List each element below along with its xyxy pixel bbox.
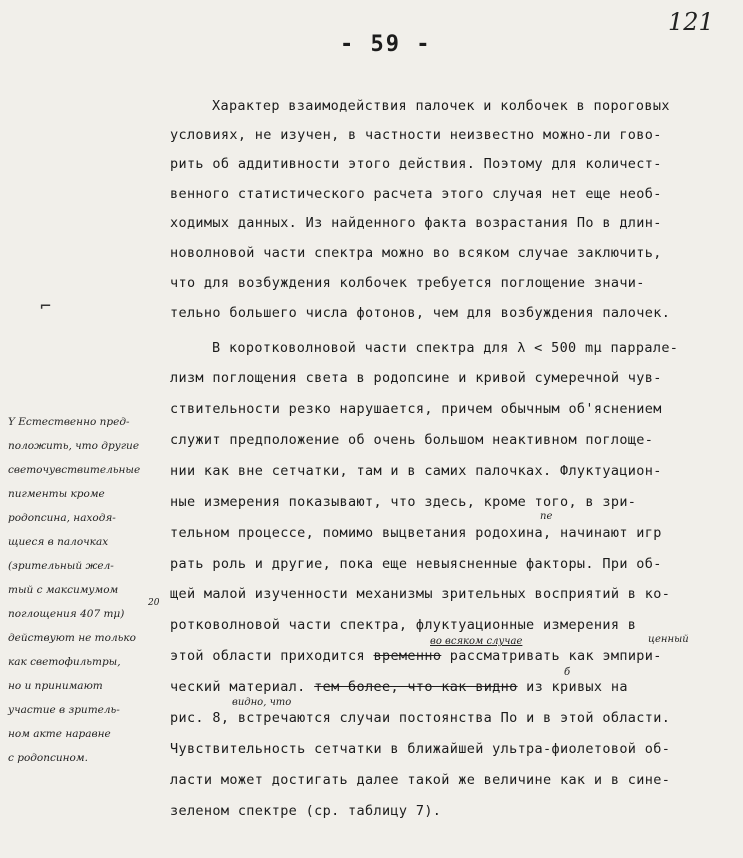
struck-text: временно bbox=[373, 648, 442, 664]
text-segment: рассматривать как эмпири- bbox=[449, 648, 662, 664]
text-line: В коротковолновой части спектра для λ < 500 mμ парралe- bbox=[212, 340, 679, 356]
text-line: новолновой части спектра можно во всяком случае заключить, bbox=[170, 245, 662, 261]
margin-note-line: участие в зритель- bbox=[8, 704, 120, 716]
text-line: ные измерения показывают, что здесь, кроме того, в зри- bbox=[170, 494, 637, 510]
margin-note-line: с родопсином. bbox=[8, 752, 88, 764]
text-line: что для возбуждения колбочек требуется поглощение значи- bbox=[170, 275, 645, 291]
text-line: щей малой изученности механизмы зрительных восприятий в ко- bbox=[170, 586, 671, 602]
text-line: Характер взаимодействия палочек и колбочек в пороговых bbox=[212, 98, 670, 114]
text-segment: этой области приходится bbox=[170, 648, 365, 664]
margin-note-line: тый с максимумом bbox=[8, 584, 119, 596]
margin-note-line: светочувствительные bbox=[8, 464, 141, 476]
margin-superscript: 20 bbox=[148, 598, 160, 608]
handwritten-insertion: видно, что bbox=[232, 697, 292, 708]
handwritten-insertion: б bbox=[564, 667, 571, 678]
archive-number: 121 bbox=[668, 8, 714, 36]
text-line: ходимых данных. Из найденного факта возрастания По в длин- bbox=[170, 215, 662, 231]
text-line: зеленом спектре (ср. таблицу 7). bbox=[170, 803, 442, 819]
text-line: рать роль и другие, пока еще невыясненные факторы. При об- bbox=[170, 556, 662, 572]
margin-note-line: поглощения 407 mμ) bbox=[8, 608, 125, 620]
text-line bbox=[170, 679, 628, 695]
margin-note-line: положить, что другие bbox=[8, 440, 140, 452]
text-line: тельно большего числа фотонов, чем для возбуждения палочек. bbox=[170, 305, 671, 321]
margin-note-line: ном акте наравне bbox=[8, 728, 111, 740]
text-line: ствительности резко нарушается, причем обычным об'яснением bbox=[170, 401, 662, 417]
margin-note-line: пигменты кроме bbox=[8, 488, 105, 500]
margin-bracket-mark: ⌐ bbox=[40, 296, 51, 317]
text-line bbox=[170, 710, 670, 726]
text-line: служит предположение об очень большом неактивном поглоще- bbox=[170, 432, 654, 448]
text-segment: из кривых на bbox=[526, 679, 628, 695]
text-line: лизм поглощения света в родопсине и кривой сумеречной чув- bbox=[170, 370, 662, 386]
text-line bbox=[170, 648, 662, 664]
text-line: рить об аддитивности этого действия. Поэтому для количест- bbox=[170, 156, 662, 172]
text-segment: ческий материал. bbox=[170, 679, 306, 695]
text-line: венного статистического расчета этого случая нет еще необ- bbox=[170, 186, 662, 202]
margin-note-line: родопсина, находя- bbox=[8, 512, 116, 524]
margin-note-line: щиеся в палочках bbox=[8, 536, 109, 548]
margin-note-line: (зрительный жел- bbox=[8, 560, 114, 572]
handwritten-insertion: ne bbox=[540, 511, 553, 522]
margin-note-line: как светофильтры, bbox=[8, 656, 121, 668]
text-segment: встречаются случаи постоянства По и в этой области. bbox=[237, 710, 671, 726]
text-segment: рис. 8, bbox=[170, 710, 230, 726]
text-line: Чувствительность сетчатки в ближайшей ультра-фиолетовой об- bbox=[170, 741, 671, 757]
text-line: условиях, не изучен, в частности неизвестно можно-ли гово- bbox=[170, 127, 662, 143]
margin-note-line: Y Естественно пред- bbox=[8, 416, 130, 428]
text-line: ласти может достигать далее такой же величине как и в сине- bbox=[170, 772, 671, 788]
handwritten-insertion: во всяком случае bbox=[430, 636, 523, 647]
struck-text: тем более, что как видно bbox=[314, 679, 518, 695]
text-line: тельном процессе, помимо выцветания родохина, начинают игр bbox=[170, 525, 662, 541]
margin-note-line: действуют не только bbox=[8, 632, 136, 644]
text-line: нии как вне сетчатки, там и в самих палочках. Флуктуацион- bbox=[170, 463, 662, 479]
margin-note-line: но и принимают bbox=[8, 680, 103, 692]
page-number: - 59 - bbox=[340, 32, 432, 57]
handwritten-insertion: ценный bbox=[648, 634, 689, 645]
text-line: ротковолновой части спектра, флуктуационные измерения в bbox=[170, 617, 637, 633]
